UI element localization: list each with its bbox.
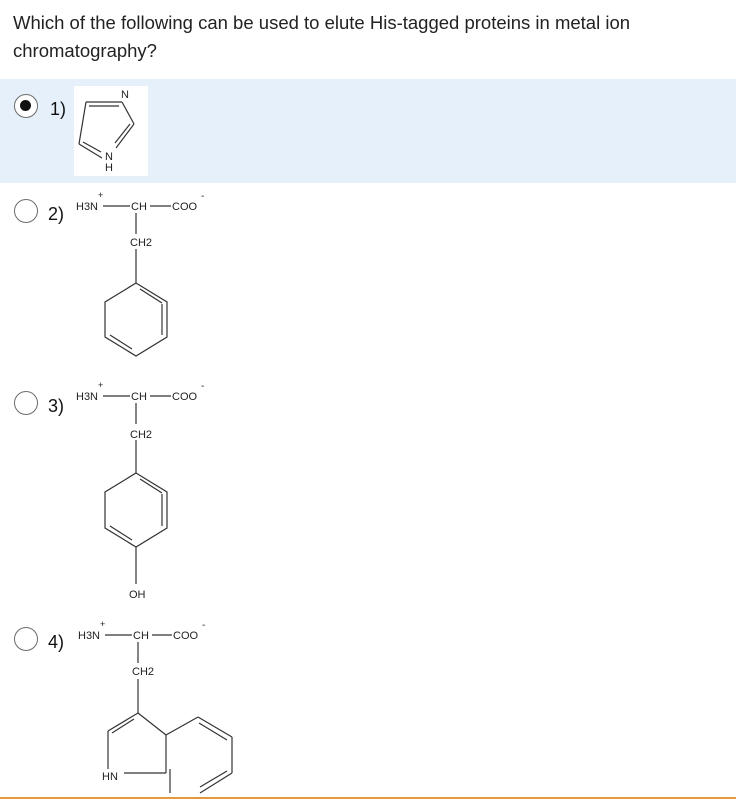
tryptophan-structure bbox=[74, 617, 244, 797]
tyrosine-structure bbox=[74, 376, 214, 606]
atom-h3n: H3N bbox=[76, 391, 99, 403]
atom-h3n: H3N bbox=[76, 201, 99, 213]
option-label-2: 2) bbox=[48, 204, 65, 224]
atom-coo: COO bbox=[172, 201, 198, 213]
answer-option-1[interactable] bbox=[0, 79, 736, 183]
charge-plus: + bbox=[100, 619, 106, 629]
radio-selected-dot bbox=[20, 100, 31, 111]
option-label-4: 4) bbox=[48, 632, 65, 652]
atom-h-bottom: H bbox=[105, 162, 113, 174]
atom-ch2: CH2 bbox=[130, 237, 153, 249]
radio-button-option-3[interactable] bbox=[14, 391, 38, 415]
answer-option-4[interactable] bbox=[0, 613, 736, 797]
atom-ch2: CH2 bbox=[130, 429, 153, 441]
atom-coo: COO bbox=[173, 630, 199, 642]
atom-ch2: CH2 bbox=[132, 666, 155, 678]
atom-n-top: N bbox=[121, 89, 129, 101]
radio-button-option-4[interactable] bbox=[14, 627, 38, 651]
atom-h3n: H3N bbox=[78, 630, 101, 642]
atom-hn: HN bbox=[102, 771, 118, 783]
option-label-1: 1) bbox=[50, 99, 67, 119]
atom-oh: OH bbox=[129, 589, 146, 601]
question-text: Which of the following can be used to elute His-tagged proteins in metal ion chromatography? bbox=[13, 12, 631, 61]
radio-button-option-2[interactable] bbox=[14, 199, 38, 223]
answer-option-3[interactable] bbox=[0, 373, 736, 613]
charge-minus: - bbox=[202, 620, 206, 631]
option-label-3: 3) bbox=[48, 396, 65, 416]
imidazole-structure bbox=[74, 86, 148, 176]
atom-ch: CH bbox=[131, 201, 147, 213]
atom-ch: CH bbox=[133, 630, 149, 642]
phenylalanine-structure bbox=[74, 186, 214, 358]
atom-ch: CH bbox=[131, 391, 147, 403]
radio-button-option-1[interactable] bbox=[14, 94, 38, 118]
charge-plus: + bbox=[98, 190, 104, 200]
charge-plus: + bbox=[98, 380, 104, 390]
answer-option-2[interactable] bbox=[0, 183, 736, 373]
atom-n-bottom: N bbox=[105, 151, 113, 163]
bottom-divider bbox=[0, 797, 736, 799]
charge-minus: - bbox=[201, 191, 205, 202]
atom-coo: COO bbox=[172, 391, 198, 403]
charge-minus: - bbox=[201, 381, 205, 392]
